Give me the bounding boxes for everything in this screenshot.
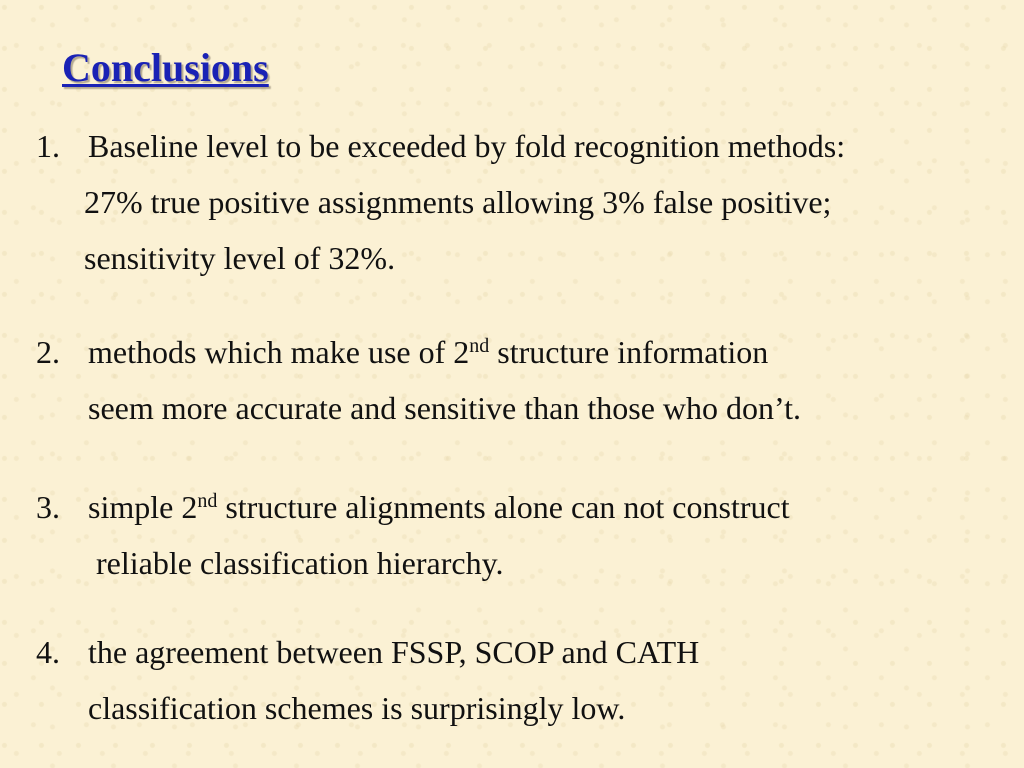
superscript: nd — [197, 490, 218, 512]
superscript: nd — [469, 335, 490, 357]
list-item-line: the agreement between FSSP, SCOP and CATH — [88, 634, 700, 670]
list-item-line: 27% true positive assignments allowing 3% false positive; — [84, 184, 832, 220]
list-item-number: 4. — [36, 634, 60, 670]
list-item-line — [88, 324, 1011, 380]
list-item-line: classification schemes is surprisingly low. — [88, 690, 626, 726]
list-item-line: sensitivity level of 32%. — [84, 240, 396, 276]
list-item-line: reliable classification hierarchy. — [96, 545, 504, 581]
list-item-line — [88, 479, 1011, 535]
text-segment: methods which make use of 2 — [88, 334, 470, 370]
list-item-text — [88, 624, 1011, 736]
list-item — [36, 479, 1011, 591]
text-segment: structure information — [489, 334, 769, 370]
list-item — [36, 118, 1011, 286]
list-item-number: 3. — [36, 489, 60, 525]
text-segment: structure alignments alone can not construct — [217, 489, 790, 525]
text-segment: simple 2 — [88, 489, 198, 525]
slide-title: Conclusions — [62, 45, 269, 90]
list-item-number: 2. — [36, 334, 60, 370]
list-item-text — [84, 118, 1011, 286]
list-item — [36, 324, 1011, 436]
list-item-text — [88, 479, 1011, 591]
list-item — [36, 624, 1011, 736]
list-item-line: Baseline level to be exceeded by fold recognition methods: — [88, 128, 846, 164]
list-item-number: 1. — [36, 128, 60, 164]
list-item-line: seem more accurate and sensitive than those who don’t. — [88, 390, 801, 426]
list-item-text — [88, 324, 1011, 436]
